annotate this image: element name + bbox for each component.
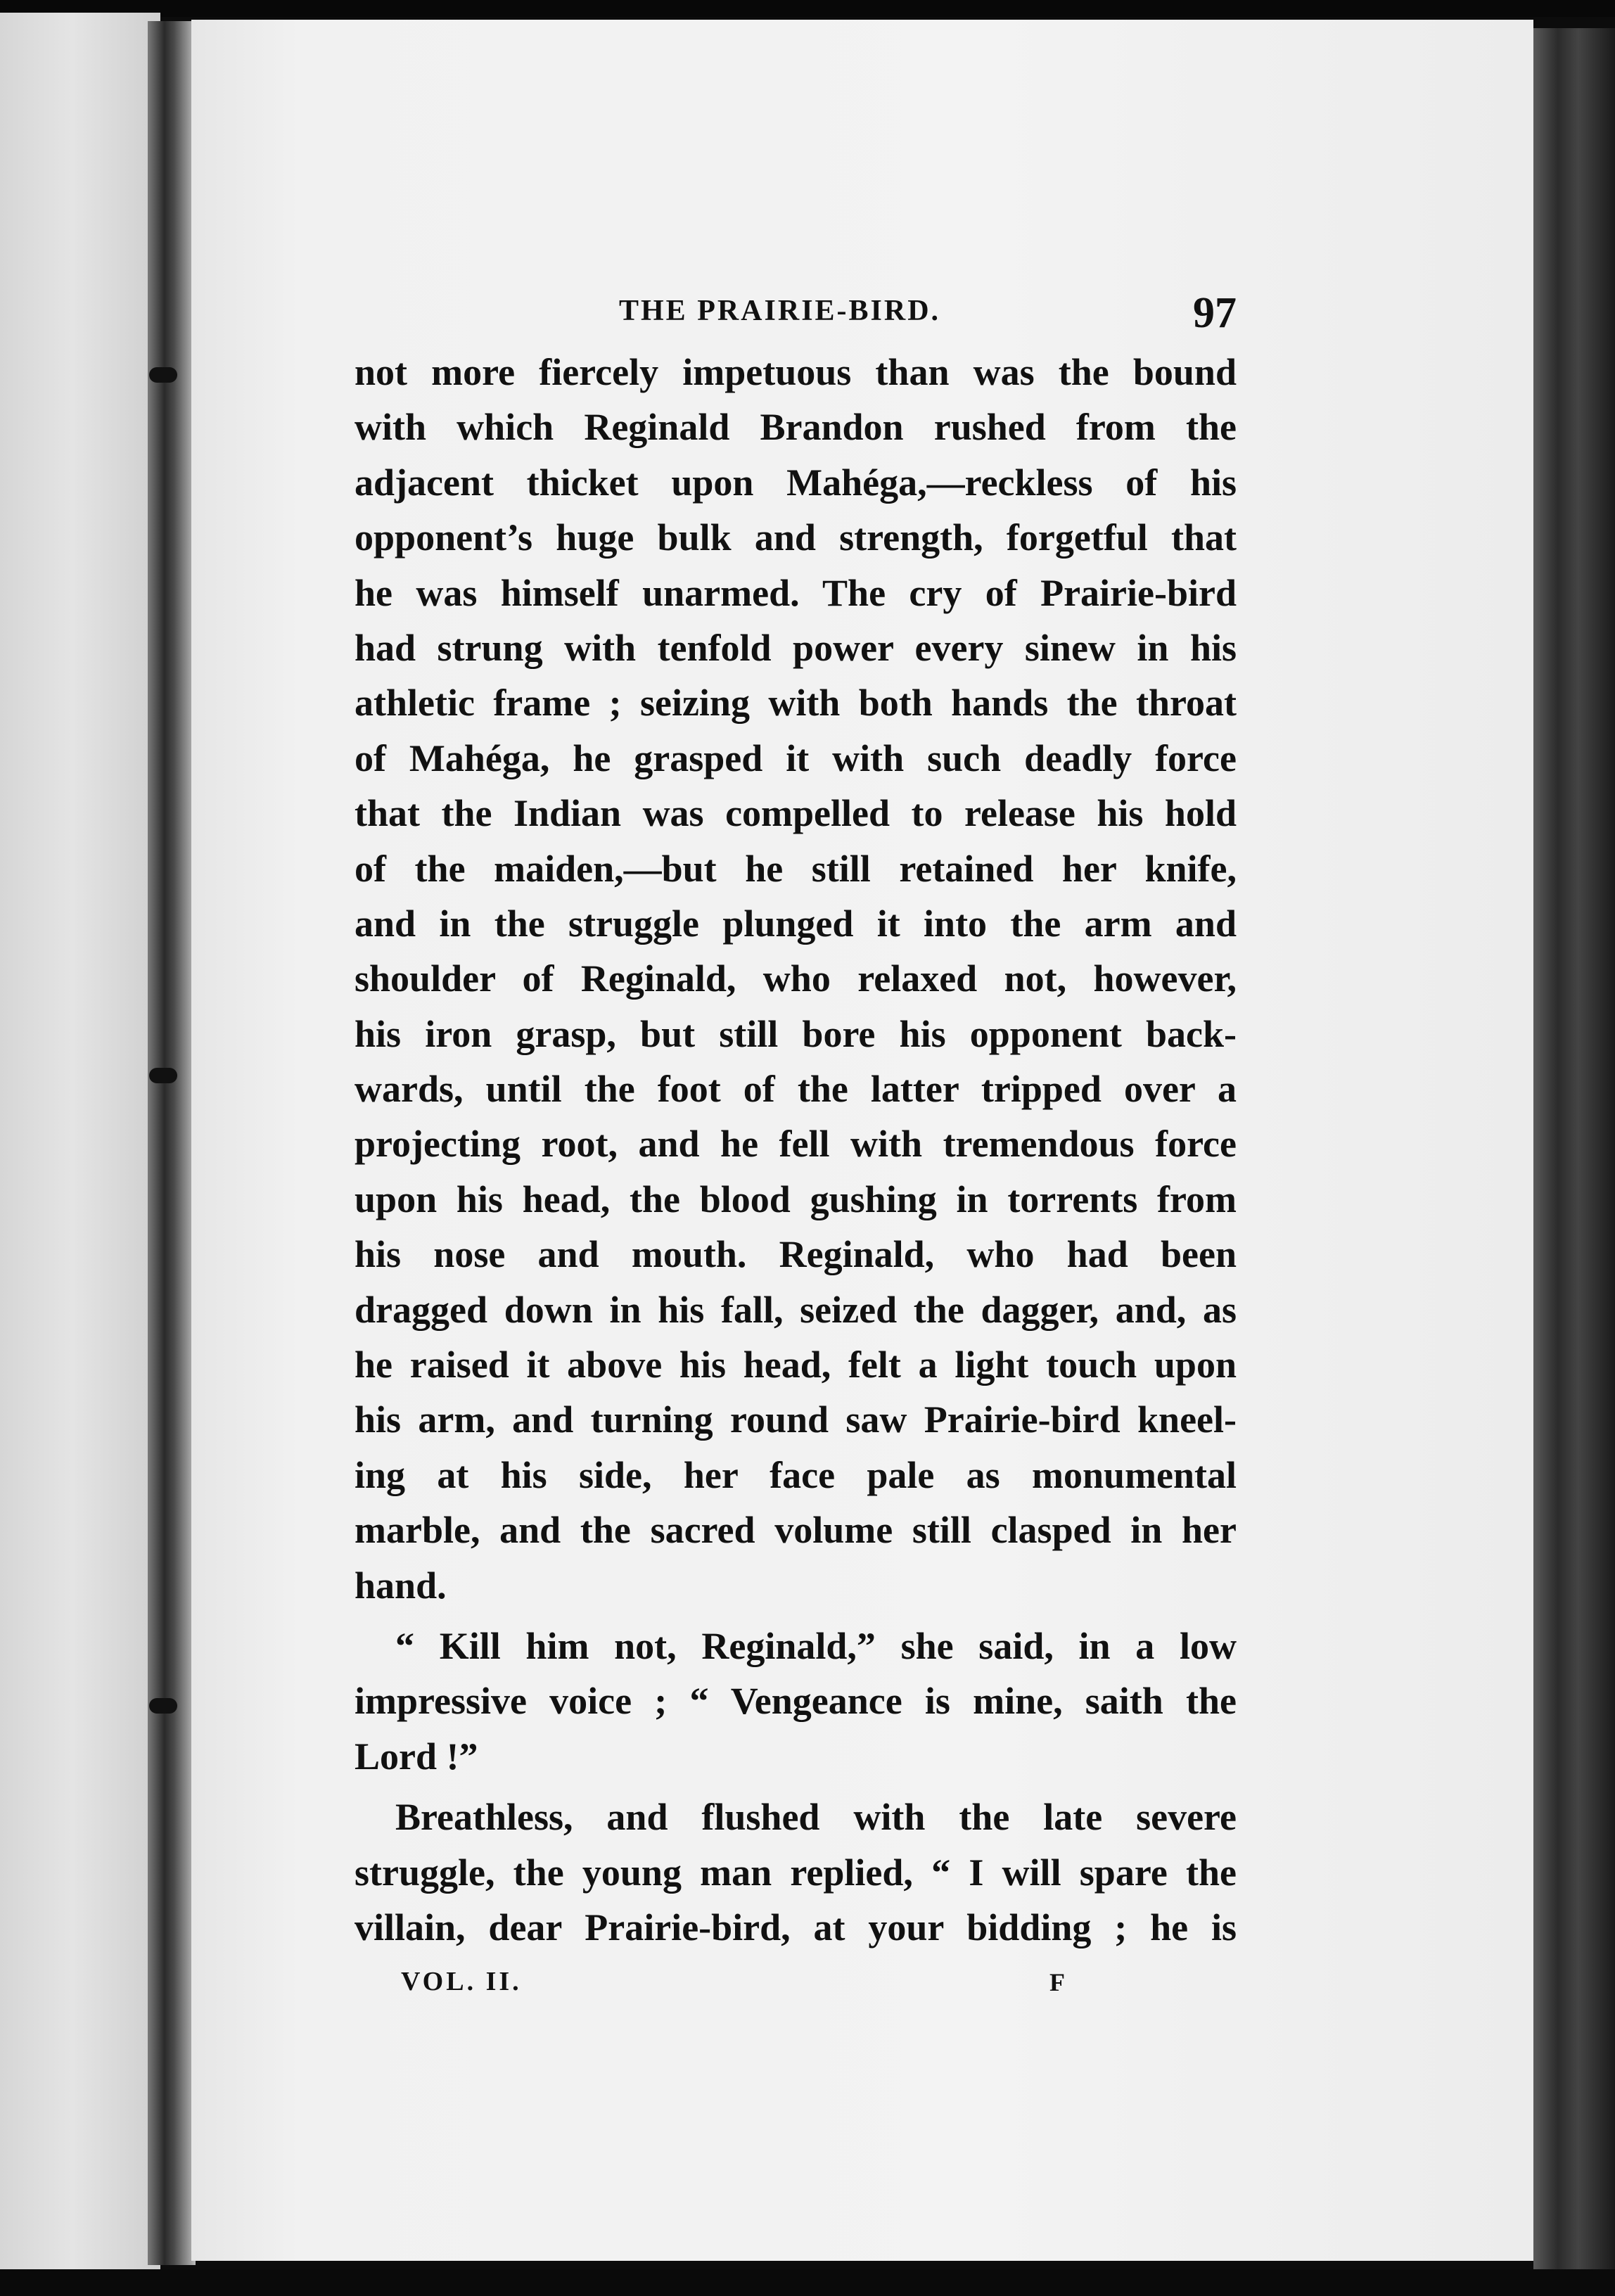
text-line: athletic frame ; seizing with both hands the throat bbox=[355, 682, 1237, 725]
text-line: of the maiden,—but he still retained her knife, bbox=[355, 847, 1237, 890]
paragraph bbox=[355, 1790, 1237, 1955]
text-line: with which Reginald Brandon rushed from the bbox=[355, 406, 1237, 449]
page-number: 97 bbox=[1193, 289, 1237, 337]
text-line: he raised it above his head, felt a light touch upon bbox=[355, 1344, 1237, 1386]
text-line: impressive voice ; “ Vengeance is mine, saith the bbox=[355, 1680, 1237, 1723]
book-gutter bbox=[148, 21, 196, 2265]
text-line: villain, dear Prairie-bird, at your bidding ; he is bbox=[355, 1906, 1237, 1949]
page-footer bbox=[355, 1959, 1237, 2008]
text-line: Breathless, and flushed with the late severe bbox=[395, 1796, 1237, 1839]
facing-page-edge bbox=[0, 13, 160, 2286]
text-line: wards, until the foot of the latter tripped over a bbox=[355, 1068, 1237, 1111]
text-line: Lord !” bbox=[355, 1735, 478, 1778]
text-line: dragged down in his fall, seized the dagger, and, as bbox=[355, 1288, 1237, 1331]
text-line: of Mahéga, he grasped it with such deadly force bbox=[355, 736, 1237, 779]
page-stack-edge bbox=[1533, 28, 1615, 2296]
text-line: marble, and the sacred volume still clasped in her bbox=[355, 1509, 1237, 1552]
binding-stitch bbox=[149, 1068, 177, 1083]
text-line: not more fiercely impetuous than was the bound bbox=[355, 351, 1237, 393]
text-line: that the Indian was compelled to release his hold bbox=[355, 792, 1237, 835]
text-line: “ Kill him not, Reginald,” she said, in a low bbox=[395, 1624, 1237, 1667]
text-line: had strung with tenfold power every sinew in his bbox=[355, 626, 1237, 669]
binding-stitch bbox=[149, 1698, 177, 1714]
scan-top-edge bbox=[0, 0, 1615, 17]
paragraph bbox=[355, 345, 1237, 1613]
text-line: he was himself unarmed. The cry of Prairie-bird bbox=[355, 571, 1237, 614]
text-line: struggle, the young man replied, “ I will spare the bbox=[355, 1851, 1237, 1894]
binding-stitch bbox=[149, 367, 177, 383]
text-line: opponent’s huge bulk and strength, forgetful that bbox=[355, 516, 1237, 559]
text-line: and in the struggle plunged it into the arm and bbox=[355, 902, 1237, 945]
signature-mark: F bbox=[1049, 1968, 1065, 1997]
text-line: adjacent thicket upon Mahéga,—reckless of his bbox=[355, 461, 1237, 504]
running-head bbox=[355, 288, 1237, 345]
scan-bottom-edge bbox=[0, 2269, 1615, 2296]
text-line: his arm, and turning round saw Prairie-bird kneel- bbox=[355, 1398, 1237, 1441]
volume-signature: VOL. II. bbox=[401, 1967, 522, 1997]
text-line: hand. bbox=[355, 1564, 447, 1607]
running-title: THE PRAIRIE-BIRD. bbox=[619, 295, 941, 327]
text-line: ing at his side, her face pale as monumental bbox=[355, 1453, 1237, 1496]
text-line: upon his head, the blood gushing in torrents from bbox=[355, 1178, 1237, 1220]
paragraph bbox=[355, 1619, 1237, 1784]
text-line: his iron grasp, but still bore his opponent back- bbox=[355, 1012, 1237, 1055]
text-line: shoulder of Reginald, who relaxed not, however, bbox=[355, 957, 1237, 1000]
text-line: his nose and mouth. Reginald, who had been bbox=[355, 1233, 1237, 1276]
page-text-block bbox=[355, 288, 1237, 2008]
text-line: projecting root, and he fell with tremendous force bbox=[355, 1123, 1237, 1166]
